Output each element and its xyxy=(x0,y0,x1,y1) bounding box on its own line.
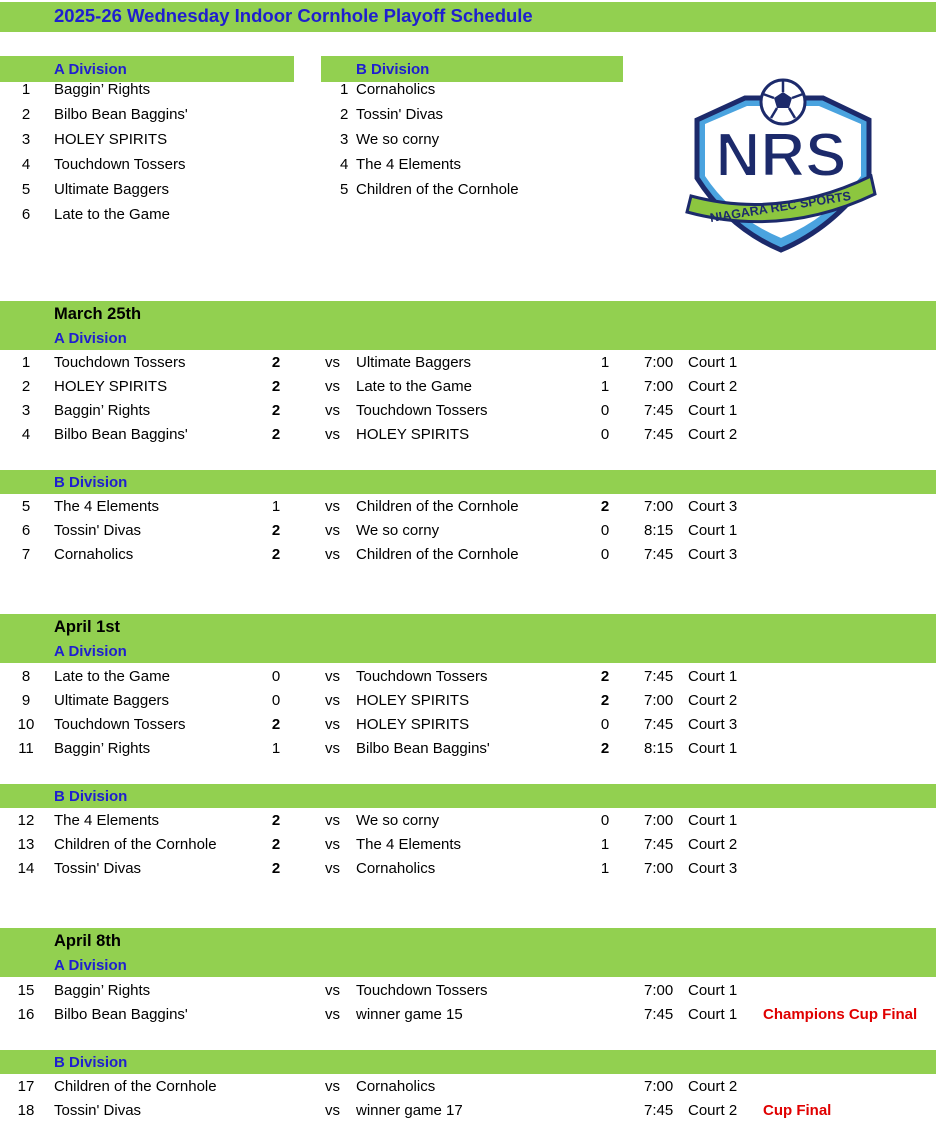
a-standing-rank: 5 xyxy=(21,181,31,198)
away-team: Ultimate Baggers xyxy=(356,354,472,371)
vs-label: vs xyxy=(325,402,340,419)
vs-label: vs xyxy=(325,426,340,443)
home-team: HOLEY SPIRITS xyxy=(54,378,168,395)
court-label: Court 2 xyxy=(688,836,738,853)
away-score: 0 xyxy=(600,402,610,419)
home-score: 2 xyxy=(271,812,281,829)
away-score: 0 xyxy=(600,546,610,563)
week-date: April 8th xyxy=(54,932,121,950)
a-standing-rank: 6 xyxy=(21,206,31,223)
home-team: Bilbo Bean Baggins' xyxy=(54,426,188,443)
vs-label: vs xyxy=(325,522,340,539)
home-score: 2 xyxy=(271,354,281,371)
b-standing-team: Cornaholics xyxy=(356,81,436,98)
game-number: 14 xyxy=(17,860,35,877)
a-standing-team: HOLEY SPIRITS xyxy=(54,131,168,148)
court-label: Court 2 xyxy=(688,378,738,395)
away-team: HOLEY SPIRITS xyxy=(356,692,470,709)
a-standing-team: Late to the Game xyxy=(54,206,170,223)
home-score: 0 xyxy=(271,668,281,685)
game-time: 7:00 xyxy=(644,692,674,709)
away-score: 1 xyxy=(600,860,610,877)
a-division-label: A Division xyxy=(54,330,127,347)
home-score: 2 xyxy=(271,860,281,877)
home-team: Ultimate Baggers xyxy=(54,692,170,709)
b-standing-team: We so corny xyxy=(356,131,440,148)
a-standing-team: Baggin’ Rights xyxy=(54,81,151,98)
away-score: 1 xyxy=(600,836,610,853)
away-team: Touchdown Tossers xyxy=(356,982,488,999)
game-time: 7:00 xyxy=(644,860,674,877)
home-team: Late to the Game xyxy=(54,668,170,685)
game-number: 2 xyxy=(21,378,31,395)
vs-label: vs xyxy=(325,982,340,999)
game-number: 10 xyxy=(17,716,35,733)
game-time: 7:00 xyxy=(644,498,674,515)
away-score: 2 xyxy=(600,692,610,709)
game-number: 3 xyxy=(21,402,31,419)
vs-label: vs xyxy=(325,836,340,853)
home-score: 2 xyxy=(271,836,281,853)
court-label: Court 1 xyxy=(688,740,738,757)
home-score: 2 xyxy=(271,716,281,733)
away-team: We so corny xyxy=(356,812,440,829)
game-time: 7:45 xyxy=(644,426,674,443)
home-team: Tossin' Divas xyxy=(54,1102,142,1119)
game-number: 8 xyxy=(21,668,31,685)
vs-label: vs xyxy=(325,740,340,757)
away-score: 2 xyxy=(600,668,610,685)
home-team: The 4 Elements xyxy=(54,498,160,515)
vs-label: vs xyxy=(325,546,340,563)
game-number: 17 xyxy=(17,1078,35,1095)
a-standing-team: Ultimate Baggers xyxy=(54,181,170,198)
away-team: HOLEY SPIRITS xyxy=(356,426,470,443)
away-team: winner game 17 xyxy=(356,1102,463,1119)
away-team: The 4 Elements xyxy=(356,836,462,853)
b-standing-rank: 2 xyxy=(340,106,349,123)
court-label: Court 3 xyxy=(688,498,738,515)
week-date: April 1st xyxy=(54,618,121,636)
court-label: Court 1 xyxy=(688,1006,738,1023)
away-team: Late to the Game xyxy=(356,378,472,395)
game-number: 11 xyxy=(18,740,34,757)
home-team: Cornaholics xyxy=(54,546,134,563)
home-team: Children of the Cornhole xyxy=(54,836,217,853)
court-label: Court 2 xyxy=(688,1102,738,1119)
vs-label: vs xyxy=(325,498,340,515)
home-score: 2 xyxy=(271,402,281,419)
game-number: 6 xyxy=(21,522,31,539)
game-time: 7:00 xyxy=(644,378,674,395)
home-team: Baggin’ Rights xyxy=(54,402,151,419)
a-standing-rank: 1 xyxy=(21,81,31,98)
nrs-logo xyxy=(683,78,879,254)
game-time: 7:45 xyxy=(644,1006,674,1023)
home-score: 2 xyxy=(271,546,281,563)
home-team: Children of the Cornhole xyxy=(54,1078,217,1095)
away-team: Touchdown Tossers xyxy=(356,668,488,685)
home-score: 0 xyxy=(271,692,281,709)
court-label: Court 2 xyxy=(688,1078,738,1095)
vs-label: vs xyxy=(325,354,340,371)
home-team: Baggin’ Rights xyxy=(54,740,151,757)
game-number: 5 xyxy=(21,498,31,515)
b-division-label: B Division xyxy=(54,1054,128,1071)
b-division-standings-label: B Division xyxy=(356,61,430,78)
away-score: 0 xyxy=(600,812,610,829)
b-division-label: B Division xyxy=(54,474,128,491)
game-time: 7:00 xyxy=(644,354,674,371)
game-number: 12 xyxy=(17,812,35,829)
vs-label: vs xyxy=(325,1078,340,1095)
court-label: Court 1 xyxy=(688,668,738,685)
home-team: Tossin' Divas xyxy=(54,860,142,877)
court-label: Court 1 xyxy=(688,522,738,539)
game-time: 8:15 xyxy=(644,740,674,757)
game-time: 7:45 xyxy=(644,836,674,853)
game-number: 7 xyxy=(21,546,31,563)
away-team: winner game 15 xyxy=(356,1006,463,1023)
away-score: 1 xyxy=(600,378,610,395)
vs-label: vs xyxy=(325,860,340,877)
home-score: 2 xyxy=(271,426,281,443)
game-number: 16 xyxy=(17,1006,35,1023)
home-team: Touchdown Tossers xyxy=(54,716,186,733)
b-standing-team: Tossin' Divas xyxy=(356,106,444,123)
away-score: 1 xyxy=(600,354,610,371)
vs-label: vs xyxy=(325,668,340,685)
court-label: Court 2 xyxy=(688,426,738,443)
home-score: 1 xyxy=(271,740,281,757)
logo-main-text: NRS xyxy=(715,121,847,190)
game-time: 7:00 xyxy=(644,1078,674,1095)
vs-label: vs xyxy=(325,378,340,395)
away-team: Bilbo Bean Baggins' xyxy=(356,740,490,757)
away-team: Children of the Cornhole xyxy=(356,546,519,563)
away-team: Cornaholics xyxy=(356,860,436,877)
home-team: Bilbo Bean Baggins' xyxy=(54,1006,188,1023)
court-label: Court 1 xyxy=(688,982,738,999)
court-label: Court 1 xyxy=(688,354,738,371)
game-number: 13 xyxy=(17,836,35,853)
game-number: 1 xyxy=(21,354,31,371)
game-number: 15 xyxy=(17,982,35,999)
a-standing-team: Bilbo Bean Baggins' xyxy=(54,106,188,123)
away-score: 0 xyxy=(600,426,610,443)
page-title: 2025-26 Wednesday Indoor Cornhole Playoff Schedule xyxy=(54,5,533,26)
b-division-band xyxy=(0,470,936,494)
away-score: 2 xyxy=(600,498,610,515)
game-time: 7:45 xyxy=(644,546,674,563)
a-standing-team: Touchdown Tossers xyxy=(54,156,186,173)
court-label: Court 2 xyxy=(688,692,738,709)
away-team: We so corny xyxy=(356,522,440,539)
home-team: Tossin' Divas xyxy=(54,522,142,539)
final-note: Cup Final xyxy=(763,1102,832,1119)
a-division-standings-label: A Division xyxy=(54,61,127,78)
b-standing-rank: 5 xyxy=(340,181,349,198)
game-time: 8:15 xyxy=(644,522,674,539)
vs-label: vs xyxy=(325,692,340,709)
logo-banner-text: NIAGARA REC SPORTS xyxy=(708,188,852,226)
a-division-label: A Division xyxy=(54,957,127,974)
home-team: Baggin’ Rights xyxy=(54,982,151,999)
away-team: Touchdown Tossers xyxy=(356,402,488,419)
game-time: 7:45 xyxy=(644,668,674,685)
away-team: HOLEY SPIRITS xyxy=(356,716,470,733)
week-header-band xyxy=(0,928,936,977)
away-team: Children of the Cornhole xyxy=(356,498,519,515)
vs-label: vs xyxy=(325,1006,340,1023)
game-time: 7:00 xyxy=(644,982,674,999)
vs-label: vs xyxy=(325,1102,340,1119)
away-score: 0 xyxy=(600,716,610,733)
game-time: 7:45 xyxy=(644,716,674,733)
away-team: Cornaholics xyxy=(356,1078,436,1095)
b-standing-team: Children of the Cornhole xyxy=(356,181,519,198)
court-label: Court 1 xyxy=(688,402,738,419)
home-score: 2 xyxy=(271,378,281,395)
away-score: 0 xyxy=(600,522,610,539)
court-label: Court 3 xyxy=(688,716,738,733)
b-standing-rank: 3 xyxy=(340,131,349,148)
game-time: 7:00 xyxy=(644,812,674,829)
b-standing-rank: 1 xyxy=(340,81,349,98)
home-score: 2 xyxy=(271,522,281,539)
b-division-band xyxy=(0,1050,936,1074)
home-score: 1 xyxy=(271,498,281,515)
game-time: 7:45 xyxy=(644,1102,674,1119)
week-date: March 25th xyxy=(54,305,142,323)
court-label: Court 3 xyxy=(688,860,738,877)
a-standing-rank: 2 xyxy=(21,106,31,123)
b-division-label: B Division xyxy=(54,788,128,805)
a-standing-rank: 4 xyxy=(21,156,31,173)
court-label: Court 3 xyxy=(688,546,738,563)
game-time: 7:45 xyxy=(644,402,674,419)
b-standing-rank: 4 xyxy=(340,156,349,173)
game-number: 4 xyxy=(21,426,31,443)
game-number: 18 xyxy=(17,1102,35,1119)
game-number: 9 xyxy=(21,692,31,709)
court-label: Court 1 xyxy=(688,812,738,829)
a-standing-rank: 3 xyxy=(21,131,31,148)
away-score: 2 xyxy=(600,740,610,757)
a-division-label: A Division xyxy=(54,643,127,660)
home-team: The 4 Elements xyxy=(54,812,160,829)
vs-label: vs xyxy=(325,716,340,733)
final-note: Champions Cup Final xyxy=(763,1006,918,1023)
a-division-standings-header xyxy=(0,56,294,82)
home-team: Touchdown Tossers xyxy=(54,354,186,371)
week-header-band xyxy=(0,614,936,663)
vs-label: vs xyxy=(325,812,340,829)
b-division-band xyxy=(0,784,936,808)
b-standing-team: The 4 Elements xyxy=(356,156,462,173)
